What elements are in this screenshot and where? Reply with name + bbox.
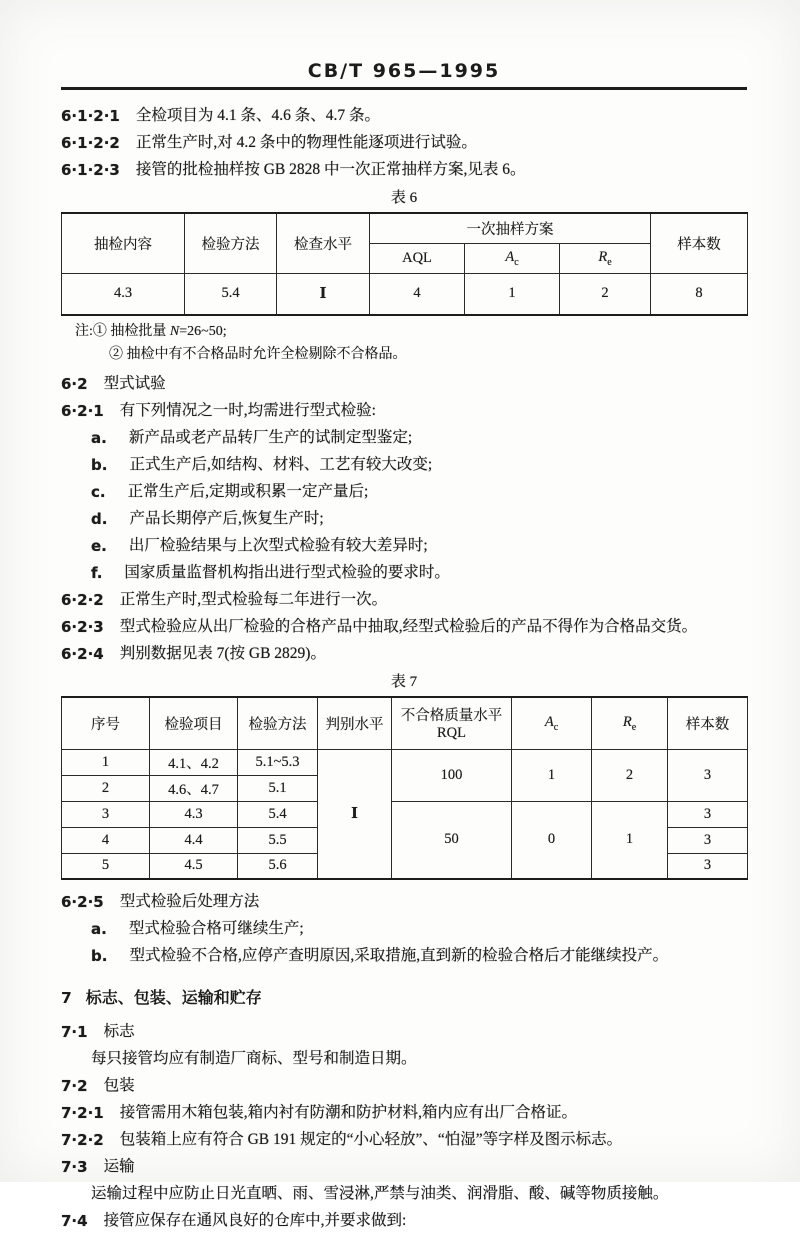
clause-title: 标志 <box>103 1023 135 1040</box>
table-cell: 4 <box>62 827 150 853</box>
table-7-header-rql: 不合格质量水平 RQL <box>392 697 512 749</box>
clause-number: 7·3 <box>61 1158 88 1176</box>
table-cell: 4.5 <box>150 853 238 879</box>
clause-number: 6·1·2·3 <box>61 161 120 179</box>
clause-6-2-4 <box>61 641 747 667</box>
table-cell: 4.6、4.7 <box>150 775 238 801</box>
table-cell: Ⅰ <box>277 273 370 315</box>
table-cell: 3 <box>62 801 150 827</box>
table-cell-ac-group1: 1 <box>512 749 592 801</box>
table-cell: 5 <box>62 853 150 879</box>
header-rule <box>61 87 747 90</box>
table-cell: 5.4 <box>238 801 318 827</box>
table-7-header-re: $R_e$ <box>592 697 668 749</box>
clause-6-1-2-2 <box>61 130 747 156</box>
table-7-header-serial: 序号 <box>62 697 150 749</box>
clause-number: 6·1·2·2 <box>61 134 120 152</box>
table-6-header-sampling-content: 抽检内容 <box>62 213 185 273</box>
section-6-2 <box>61 371 747 397</box>
clause-6-2-3 <box>61 614 747 640</box>
clause-number: 7·2·2 <box>61 1131 104 1149</box>
table-cell: 4.4 <box>150 827 238 853</box>
clause-7-1 <box>61 1019 747 1045</box>
table-6-header-single-sampling-plan: 一次抽样方案 <box>370 213 651 243</box>
clause-number: 6·2 <box>61 375 88 393</box>
clause-text: 正常生产时,型式检验每二年进行一次。 <box>119 591 388 608</box>
table-6-header-ac: $A_c$ <box>465 243 560 273</box>
table-7-header-test-item: 检验项目 <box>150 697 238 749</box>
table-6-data-row <box>62 273 748 315</box>
clause-number: 6·2·4 <box>61 645 104 663</box>
table-cell: 5.1~5.3 <box>238 749 318 775</box>
clause-7-2-2 <box>61 1127 747 1153</box>
clause-text: 判别数据见表 7(按 GB 2829)。 <box>119 645 326 662</box>
list-item-a: a. 新产品或老产品转厂生产的试制定型鉴定; <box>91 429 413 447</box>
table-cell: 5.4 <box>185 273 277 315</box>
clause-7-3 <box>61 1154 747 1180</box>
table-6-caption: 表 6 <box>390 190 418 206</box>
clause-text: 有下列情况之一时,均需进行型式检验: <box>119 402 376 419</box>
table-6-header-re: $R_e$ <box>560 243 651 273</box>
para-7-1-body: 每只接管均应有制造厂商标、型号和制造日期。 <box>91 1050 417 1067</box>
list-item-a: a. 型式检验合格可继续生产; <box>91 920 304 938</box>
table-cell: 1 <box>62 749 150 775</box>
clause-number: 6·2·1 <box>61 402 104 420</box>
table-6-note-2: ② 抽检中有不合格品时允许全检剔除不合格品。 <box>109 347 407 362</box>
section-title: 型式试验 <box>103 375 166 392</box>
clause-title: 运输 <box>103 1158 135 1175</box>
doc-number: CB/T 965—1995 <box>307 60 501 82</box>
table-cell: 4.3 <box>150 801 238 827</box>
list-item-e: e. 出厂检验结果与上次型式检验有较大差异时; <box>91 537 428 555</box>
table-row <box>62 801 748 827</box>
table-7 <box>61 696 748 880</box>
table-7-header-test-method: 检验方法 <box>238 697 318 749</box>
page-content <box>61 0 747 1234</box>
clause-text: 全检项目为 4.1 条、4.6 条、4.7 条。 <box>135 107 380 124</box>
clause-number: 7·1 <box>61 1023 88 1041</box>
table-cell: 2 <box>62 775 150 801</box>
table-cell: 8 <box>651 273 748 315</box>
clause-text: 正常生产时,对 4.2 条中的物理性能逐项进行试验。 <box>135 134 477 151</box>
clause-number: 7·4 <box>61 1212 88 1230</box>
clause-text: 接管的批检抽样按 GB 2828 中一次正常抽样方案,见表 6。 <box>135 161 526 178</box>
table-6-note-1: 注:① 抽检批量 N=26~50; <box>75 324 227 339</box>
table-cell: 5.5 <box>238 827 318 853</box>
clause-number: 7·2·1 <box>61 1104 104 1122</box>
clause-6-1-2-1 <box>61 103 747 129</box>
para-7-3-body: 运输过程中应防止日光直晒、雨、雪浸淋,严禁与油类、润滑脂、酸、碱等物质接触。 <box>91 1185 669 1202</box>
clause-text: 接管需用木箱包装,箱内衬有防潮和防护材料,箱内应有出厂合格证。 <box>119 1104 577 1121</box>
table-cell: 5.6 <box>238 853 318 879</box>
list-item-d: d. 产品长期停产后,恢复生产时; <box>91 510 324 528</box>
table-cell-re-group1: 2 <box>592 749 668 801</box>
clause-number: 6·2·5 <box>61 893 104 911</box>
list-item-f: f. 国家质量监督机构指出进行型式检验的要求时。 <box>91 564 450 582</box>
table-7-caption: 表 7 <box>390 674 418 690</box>
table-cell: 3 <box>668 827 748 853</box>
clause-number: 6·2·2 <box>61 591 104 609</box>
table-cell: 5.1 <box>238 775 318 801</box>
table-cell-level: Ⅰ <box>318 749 392 879</box>
clause-title: 包装 <box>103 1077 135 1094</box>
clause-6-1-2-3 <box>61 157 747 183</box>
table-7-header-sample-size: 样本数 <box>668 697 748 749</box>
clause-number: 7·2 <box>61 1077 88 1095</box>
table-7-header-ac: $A_c$ <box>512 697 592 749</box>
table-cell-ac-group2: 0 <box>512 801 592 879</box>
table-cell: 3 <box>668 801 748 827</box>
clause-number: 6·1·2·1 <box>61 107 120 125</box>
table-cell: 4.1、4.2 <box>150 749 238 775</box>
table-cell: 2 <box>560 273 651 315</box>
table-6-header-inspection-level: 检查水平 <box>277 213 370 273</box>
clause-7-2-1 <box>61 1100 747 1126</box>
table-6-header-sample-size: 样本数 <box>651 213 748 273</box>
table-7-header-discrimination-level: 判别水平 <box>318 697 392 749</box>
clause-6-2-2 <box>61 587 747 613</box>
table-cell: 4.3 <box>62 273 185 315</box>
table-cell: 4 <box>370 273 465 315</box>
table-cell-sample-group1: 3 <box>668 749 748 801</box>
table-cell: 1 <box>465 273 560 315</box>
clause-6-2-5 <box>61 889 747 915</box>
clause-text: 型式检验后处理方法 <box>119 893 260 910</box>
table-6 <box>61 212 748 316</box>
table-row <box>62 749 748 775</box>
clause-text: 包装箱上应有符合 GB 191 规定的“小心轻放”、“怕湿”等字样及图示标志。 <box>119 1131 623 1148</box>
section-7-heading: 7 标志、包装、运输和贮存 <box>61 988 262 1007</box>
clause-7-4 <box>61 1208 747 1234</box>
table-cell-re-group2: 1 <box>592 801 668 879</box>
table-cell: 3 <box>668 853 748 879</box>
table-6-header-aql: AQL <box>370 243 465 273</box>
clause-number: 6·2·3 <box>61 618 104 636</box>
table-cell-rql-group1: 100 <box>392 749 512 801</box>
clause-text: 型式检验应从出厂检验的合格产品中抽取,经型式检验后的产品不得作为合格品交货。 <box>119 618 698 635</box>
clause-7-2 <box>61 1073 747 1099</box>
table-cell-rql-group2: 50 <box>392 801 512 879</box>
clause-text: 接管应保存在通风良好的仓库中,并要求做到: <box>103 1212 407 1229</box>
list-item-b: b. 正式生产后,如结构、材料、工艺有较大改变; <box>91 456 433 474</box>
table-6-header-test-method: 检验方法 <box>185 213 277 273</box>
list-item-b: b. 型式检验不合格,应停产查明原因,采取措施,直到新的检验合格后才能继续投产。 <box>91 947 669 965</box>
clause-6-2-1 <box>61 398 747 424</box>
list-item-c: c. 正常生产后,定期或积累一定产量后; <box>91 483 369 501</box>
